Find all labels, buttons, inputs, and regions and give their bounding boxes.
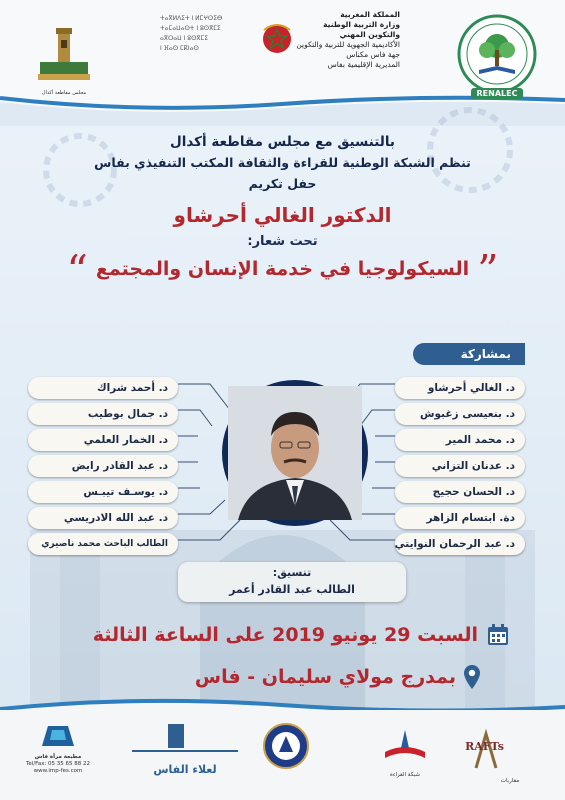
slogan-label: تحت شعار: [247, 234, 318, 249]
university-seal-logo [262, 722, 310, 774]
participant-right: د. الحسان حجيج [395, 481, 525, 503]
participation-banner: بمشاركة [413, 343, 525, 365]
mouqarabat-caption: مقاربات [500, 778, 520, 784]
coordinator-name: الطالب عبد القادر أعمر [229, 583, 355, 596]
moroccan-emblem-icon [260, 22, 294, 56]
event-date: السبت 29 يونيو 2019 على الساعة الثالثة [92, 624, 478, 646]
renalec-logo [451, 12, 543, 104]
mouqarabat-logo [465, 728, 550, 785]
agdal-council-logo [34, 28, 94, 96]
participant-right: د. بنعيسى زغبوش [395, 403, 525, 425]
honoree-name: الدكتور الغالي أحرشاو [173, 203, 392, 227]
printer-line: Tel/Fax: 05 35 65 88 22 [25, 761, 91, 767]
renalec-label: RENALEC [471, 88, 523, 99]
event-date-row [90, 618, 510, 652]
coordination-card [178, 562, 406, 602]
participant-right: د. الغالي أحرشاو [395, 377, 525, 399]
participant-right: دة. ابتسام الزاهر [395, 507, 525, 529]
reading-network-logo [365, 722, 445, 779]
tifinagh-line: ⵜⴰⴳⵍⴷⵉⵜ ⵏ ⵍⵎⵖⵔⵉⴱ [160, 15, 223, 22]
location-pin-icon [464, 665, 480, 689]
reading-network-caption: شبكة القراءة [389, 772, 421, 778]
event-intro [30, 132, 535, 295]
ceremony-line: حفل تكريم [248, 176, 317, 191]
ministry-tifinagh-text [160, 14, 250, 54]
gov-line: الأكاديمية الجهوية للتربية والتكوين [296, 40, 400, 49]
slogan-text: السيكولوجيا في خدمة الإنسان والمجتمع [95, 258, 470, 280]
gov-line: جهة فاس مكناس [346, 50, 400, 59]
printer-logo [18, 722, 98, 775]
gov-line: والتكوين المهني [339, 30, 400, 39]
svg-text:RAFTs: RAFTs [465, 740, 504, 753]
organizer-line: تنظم الشبكة الوطنية للقراءة والثقافة المكتب التنفيذي بفاس [94, 155, 471, 170]
event-venue: بمدرج مولاي سليمان - فاس [194, 666, 456, 688]
tifinagh-line: ⵜⴰⵎⴰⵡⴰⵙⵜ ⵏ ⵓⵙⴳⵎⵉ [160, 25, 221, 32]
ilaa-fes-caption: لعلاء الفاس [153, 763, 217, 776]
agdal-council-caption: مجلس مقاطعة أكدال [41, 90, 87, 96]
participant-right: د. عبد الرحمان النوايتي [395, 533, 525, 555]
gov-line: وزارة التربية الوطنية [323, 20, 400, 29]
calendar-icon [486, 623, 510, 647]
participant-left: د. جمال بوطيب [28, 403, 178, 425]
printer-line: www.imp-fes.com [33, 768, 83, 774]
event-venue-row [160, 660, 480, 694]
participant-left: د. عبد القادر رايض [28, 455, 178, 477]
tifinagh-line: ⴰⴳⵔⴰⵡ ⵏ ⵓⵙⴳⵎⵉ [160, 35, 209, 42]
quote-close: “ [66, 246, 88, 295]
participant-left: الطالب الباحث محمد ناصيري [28, 533, 178, 555]
participant-right: د. عدنان التزاني [395, 455, 525, 477]
honoree-portrait-image [228, 386, 362, 520]
honoree-photo [222, 380, 368, 526]
gov-line: المملكة المغربية [340, 10, 400, 19]
slogan-row [30, 246, 535, 295]
participant-left: د. أحمد شراك [28, 377, 178, 399]
quote-open: ” [477, 246, 499, 295]
ilaa-fes-logo [130, 722, 240, 776]
participant-right: د. محمد المير [395, 429, 525, 451]
ministry-arabic-text [290, 10, 400, 70]
participant-left: د. عبد الله الادريسي [28, 507, 178, 529]
participant-left: د. الخمار العلمي [28, 429, 178, 451]
participant-left: د. يوسـف تيبـس [28, 481, 178, 503]
printer-line: مطبعة مرآة فاس [34, 754, 82, 760]
gov-line: المديرية الإقليمية بفاس [327, 60, 400, 69]
ministry-block [160, 10, 400, 96]
coordination-line: بالتنسيق مع مجلس مقاطعة أكدال [170, 134, 395, 150]
coordination-label: تنسيق: [272, 566, 312, 579]
tifinagh-line: ⵏ ⴼⴰⵙ ⵎⴽⵏⴰⵙ [160, 45, 199, 52]
